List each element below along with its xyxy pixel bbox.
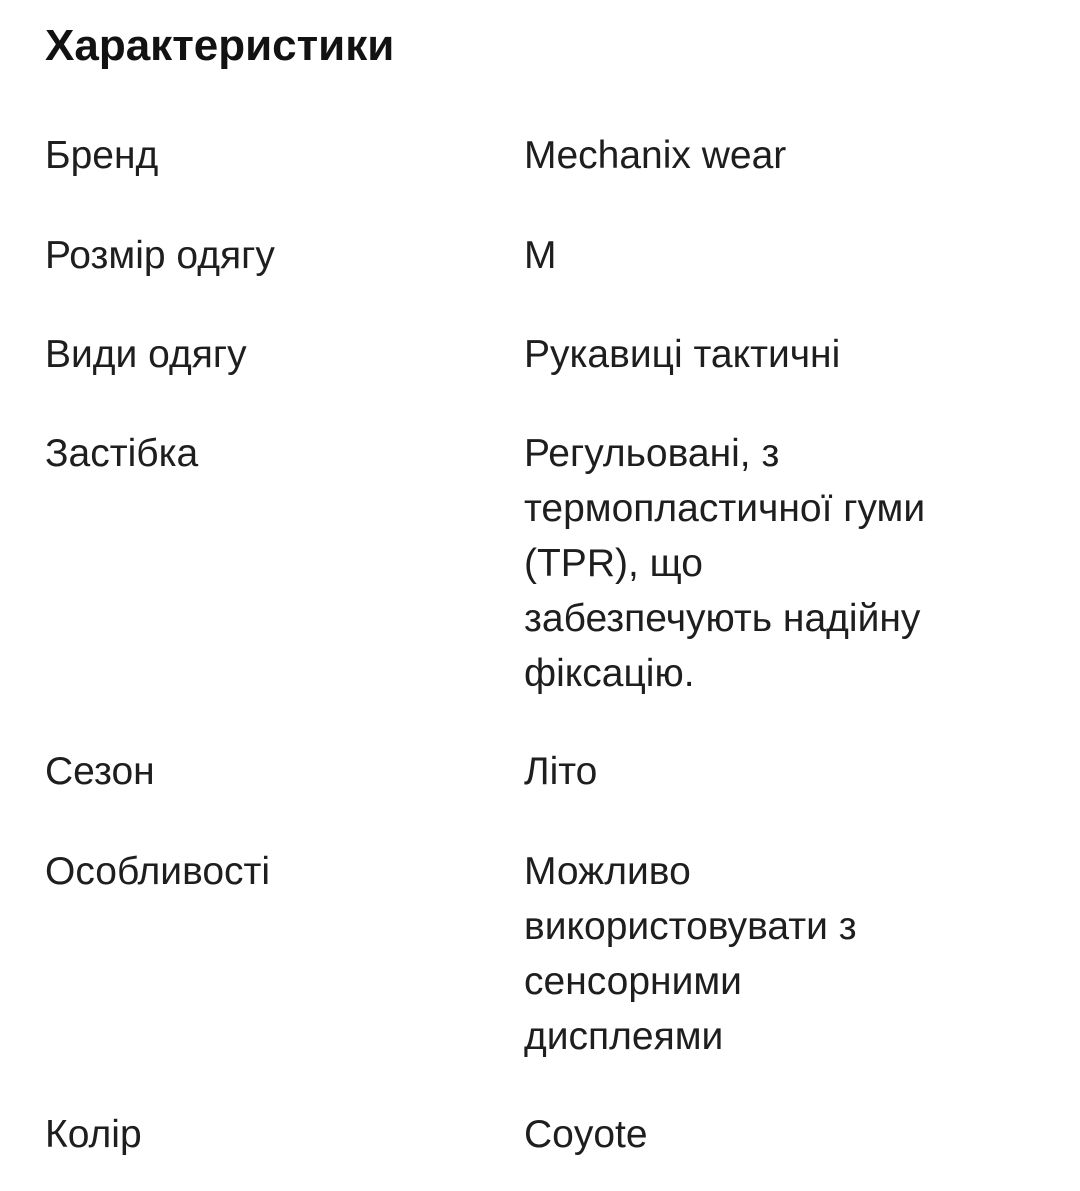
spec-value-line: M: [524, 234, 557, 277]
spec-label: Застібка: [45, 432, 199, 475]
spec-value: [524, 228, 1034, 283]
spec-label: Види одягу: [45, 333, 247, 376]
spec-value: [524, 426, 1034, 701]
spec-value-line: Можливо: [524, 850, 691, 893]
spec-value-line: термопластичної гуми: [524, 487, 926, 530]
spec-label: Особливості: [45, 850, 271, 893]
spec-value-line: сенсорними: [524, 960, 742, 1003]
spec-value-line: фіксацію.: [524, 652, 695, 695]
spec-value-line: Літо: [524, 750, 598, 793]
spec-value-line: Рукавиці тактичні: [524, 333, 841, 376]
spec-value-line: Mechanix wear: [524, 134, 787, 177]
spec-value: [524, 128, 1034, 183]
spec-value-line: забезпечують надійну: [524, 597, 921, 640]
spec-label: Розмір одягу: [45, 234, 275, 277]
spec-value-line: (TPR), що: [524, 542, 703, 585]
spec-value-line: дисплеями: [524, 1015, 724, 1058]
section-title: Характеристики: [45, 21, 395, 70]
spec-value-line: використовувати з: [524, 905, 857, 948]
spec-value-line: Coyote: [524, 1113, 648, 1156]
spec-value: [524, 744, 1034, 799]
spec-value: [524, 844, 1034, 1064]
spec-label: Бренд: [45, 134, 159, 177]
spec-label: Сезон: [45, 750, 155, 793]
spec-value-line: Регульовані, з: [524, 432, 780, 475]
spec-label: Колір: [45, 1113, 142, 1156]
spec-value: [524, 1107, 1034, 1162]
spec-value: [524, 327, 1034, 382]
